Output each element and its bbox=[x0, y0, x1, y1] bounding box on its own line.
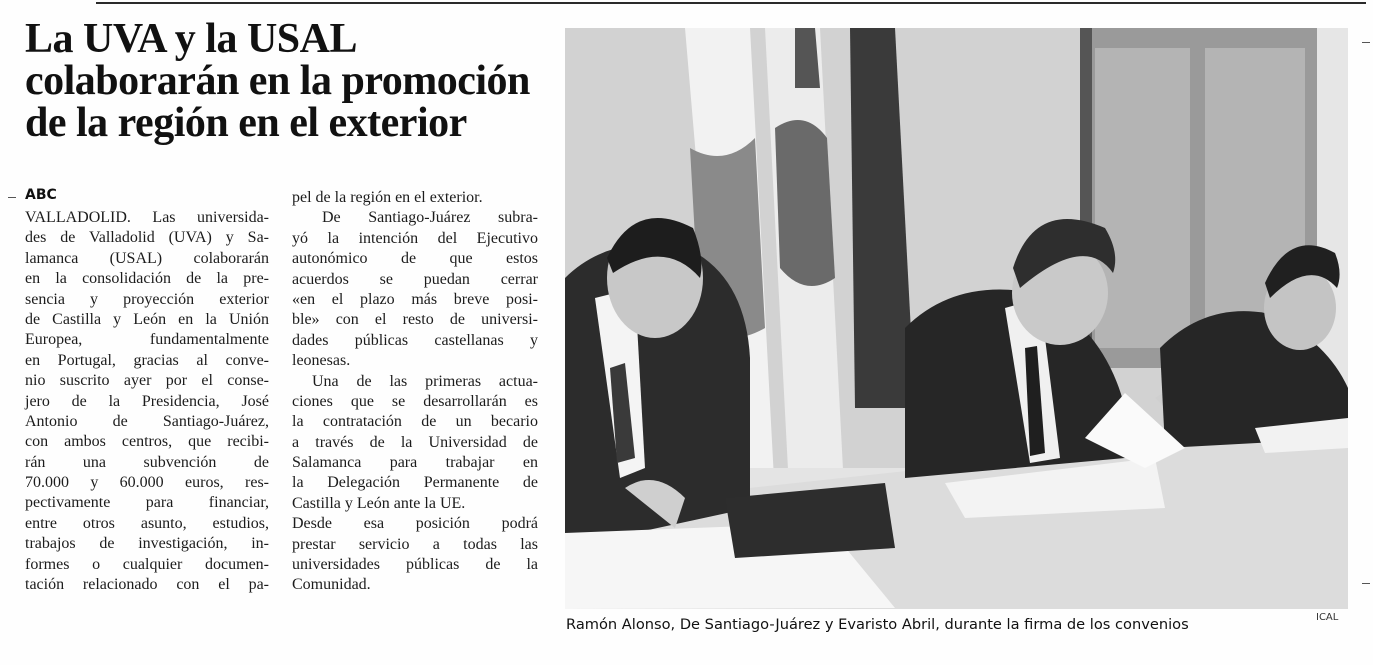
body-line: trabajos de investigación, in- bbox=[25, 535, 269, 553]
body-line: formes o cualquier documen- bbox=[25, 555, 269, 573]
top-rule bbox=[96, 2, 1366, 4]
margin-mark bbox=[8, 197, 16, 198]
body-line: Antonio de Santiago-Juárez, bbox=[25, 412, 269, 430]
body-line: VALLADOLID. Las universida- bbox=[25, 209, 269, 226]
article-column-1 bbox=[25, 208, 269, 595]
body-line: sencia y proyección exterior bbox=[25, 290, 269, 308]
body-line: con ambos centros, que recibi- bbox=[25, 433, 269, 451]
body-line: pectivamente para financiar, bbox=[25, 494, 269, 512]
body-line: de Castilla y León en la Unión bbox=[25, 310, 269, 328]
body-line: «en el plazo más breve posi- bbox=[292, 290, 538, 308]
headline-line-3: de la región en el exterior bbox=[25, 100, 467, 146]
body-line: 70.000 y 60.000 euros, res- bbox=[25, 474, 269, 492]
body-line: prestar servicio a todas las bbox=[292, 535, 538, 553]
photo-credit: ICAL bbox=[1316, 612, 1339, 623]
source-label: ABC bbox=[25, 187, 57, 203]
body-line: De Santiago-Juárez subra- bbox=[322, 209, 538, 227]
body-line: Comunidad. bbox=[292, 576, 371, 594]
body-line: a través de la Universidad de bbox=[292, 433, 538, 451]
body-line: en Portugal, gracias al conve- bbox=[25, 351, 269, 369]
body-line: la contratación de un becario bbox=[292, 413, 538, 431]
headline bbox=[25, 18, 565, 144]
body-line: Desde esa posición podrá bbox=[292, 515, 538, 533]
body-line: entre otros asunto, estudios, bbox=[25, 514, 269, 532]
margin-mark bbox=[1362, 42, 1370, 43]
body-line: rán una subvención de bbox=[25, 453, 269, 471]
news-photo bbox=[565, 28, 1348, 609]
headline-line-1: La UVA y la USAL bbox=[25, 16, 357, 62]
body-line: Europea, fundamentalmente bbox=[25, 331, 269, 349]
body-line: ciones que se desarrollarán es bbox=[292, 392, 538, 410]
body-line: des de Valladolid (UVA) y Sa- bbox=[25, 229, 269, 247]
body-line: yó la intención del Ejecutivo bbox=[292, 229, 538, 247]
body-line: ble» con el resto de universi- bbox=[292, 311, 538, 329]
body-line: tación relacionado con el pa- bbox=[25, 576, 269, 594]
body-line: pel de la región en el exterior. bbox=[292, 189, 483, 206]
body-line: Una de las primeras actua- bbox=[312, 372, 538, 390]
body-line: en la consolidación de la pre- bbox=[25, 270, 269, 288]
article-column-2 bbox=[292, 188, 538, 596]
headline-line-2: colaborarán en la promoción bbox=[25, 58, 530, 104]
body-line: acuerdos se puedan cerrar bbox=[292, 270, 538, 288]
body-line: nio suscrito ayer por el conse- bbox=[25, 372, 269, 390]
body-line: leonesas. bbox=[292, 352, 351, 370]
body-line: lamanca (USAL) colaborarán bbox=[25, 249, 269, 267]
body-line: la Delegación Permanente de bbox=[292, 474, 538, 492]
photo-caption: Ramón Alonso, De Santiago-Juárez y Evaristo Abril, durante la firma de los convenios bbox=[566, 616, 1189, 633]
body-line: Castilla y León ante la UE. bbox=[292, 494, 466, 512]
margin-mark bbox=[1362, 583, 1370, 584]
body-line: autonómico de que estos bbox=[292, 250, 538, 268]
body-line: universidades públicas de la bbox=[292, 556, 538, 574]
body-line: dades públicas castellanas y bbox=[292, 331, 538, 349]
body-line: Salamanca para trabajar en bbox=[292, 454, 538, 472]
body-line: jero de la Presidencia, José bbox=[25, 392, 269, 410]
